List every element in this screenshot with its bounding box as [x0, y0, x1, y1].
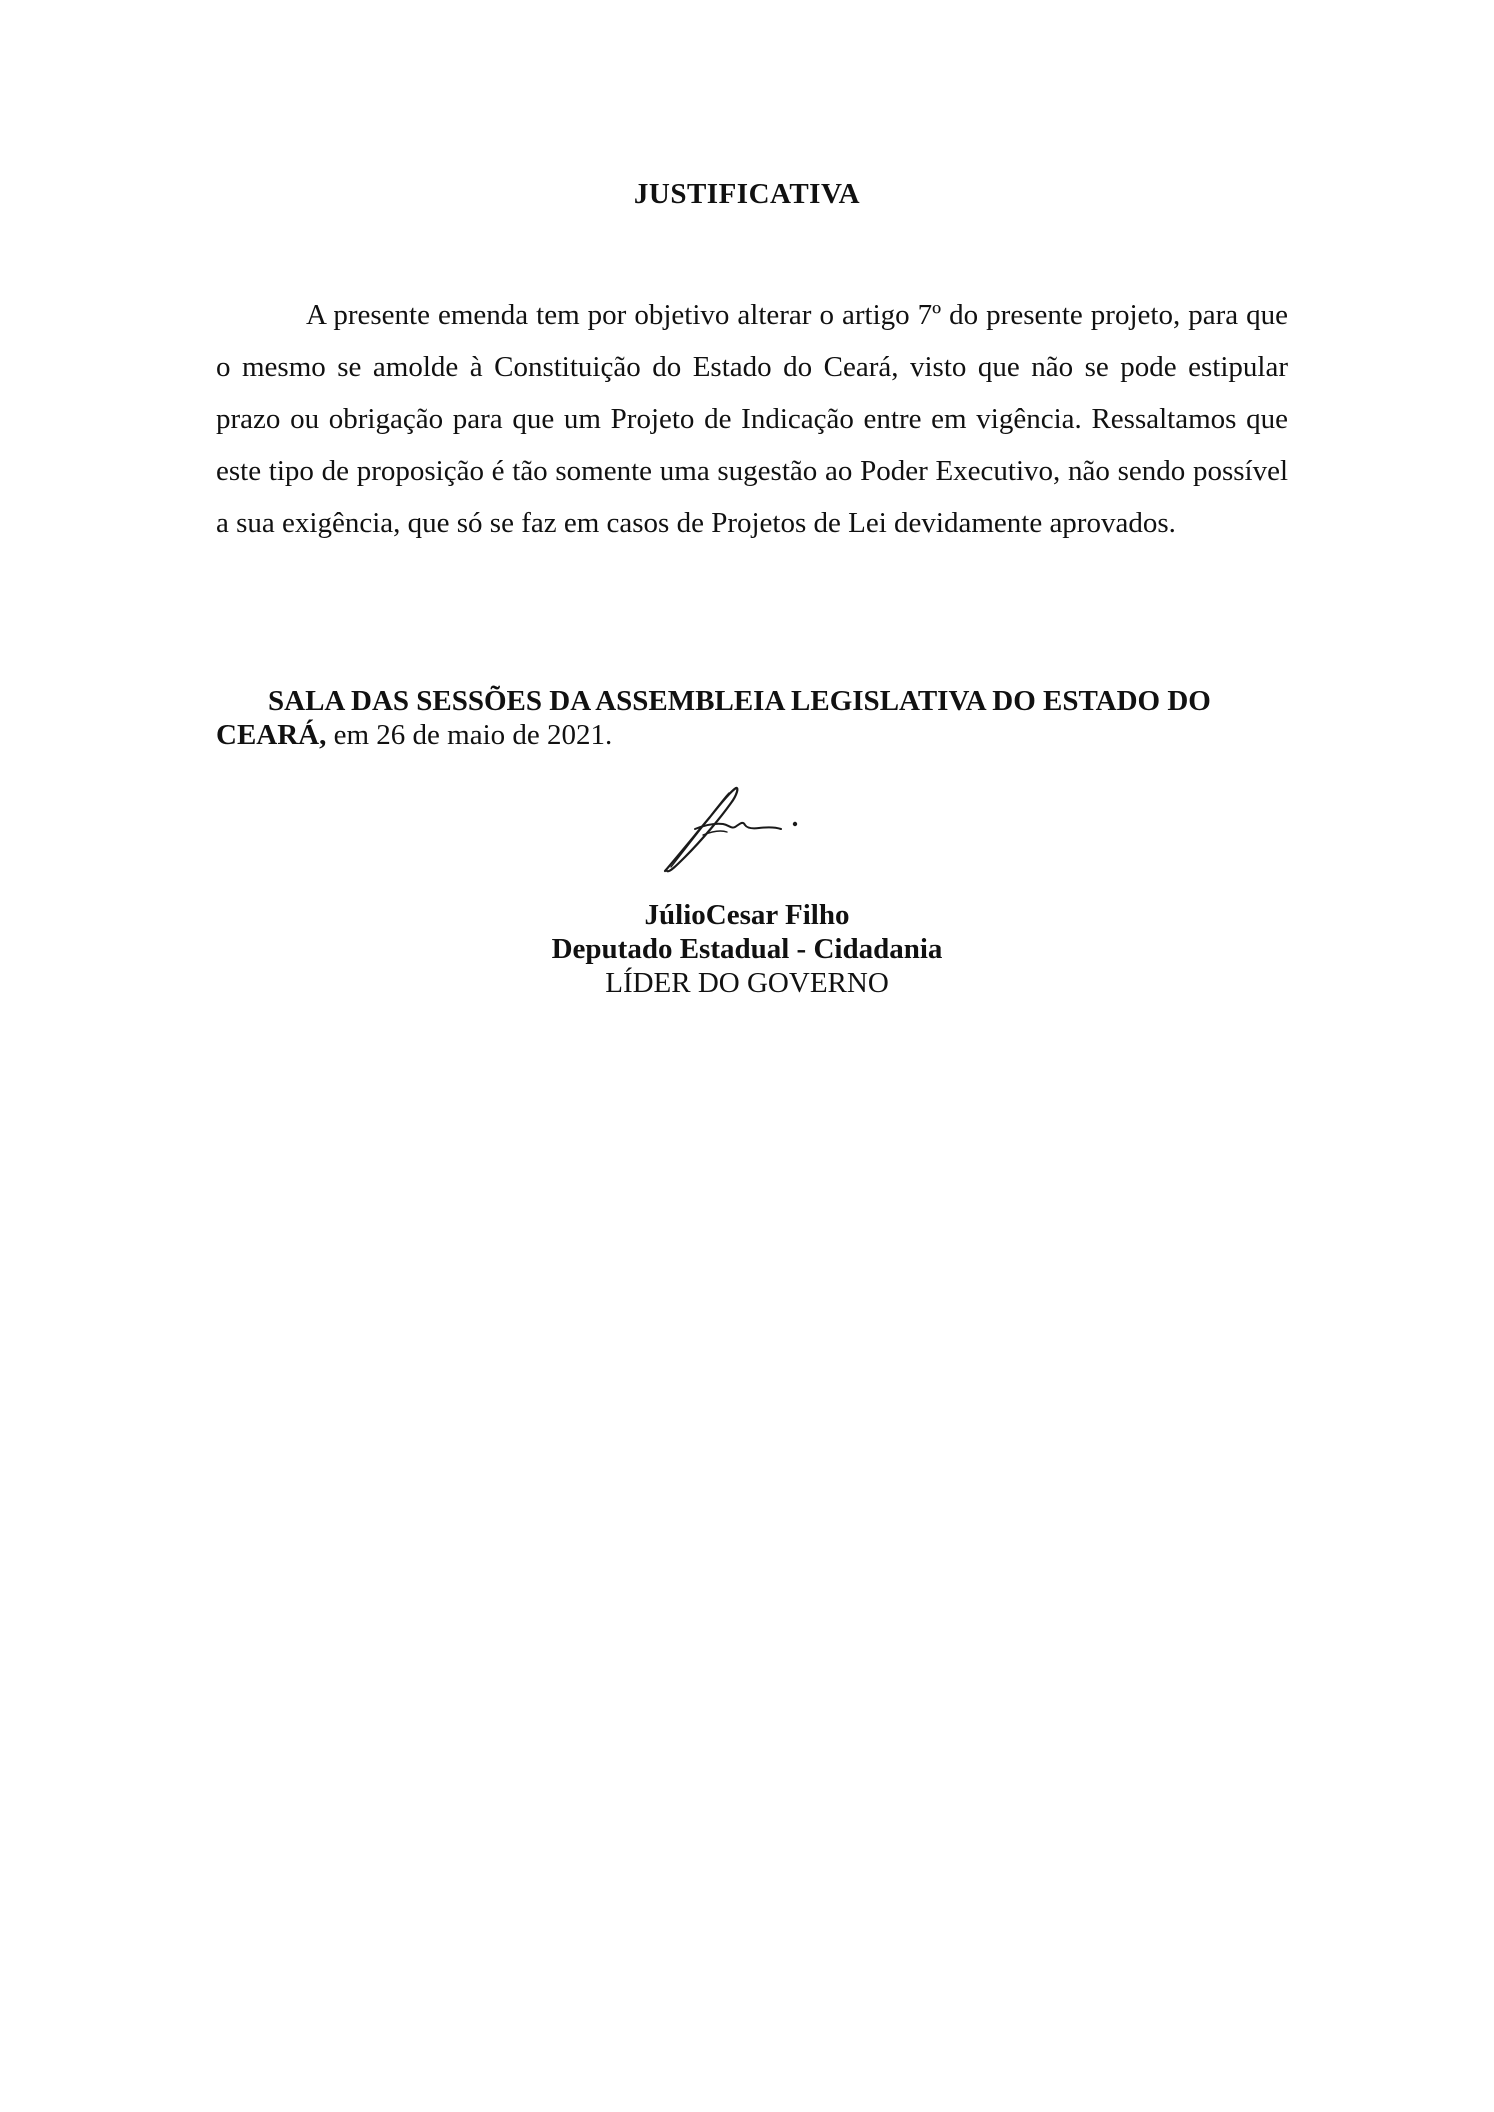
- signer-role: Deputado Estadual - Cidadania: [551, 933, 943, 965]
- justification-paragraph: A presente emenda tem por objetivo alterar o artigo 7º do presente projeto, para que o mesmo se amolde à Constituição do Estado do Ceará, visto que não se pode estipular prazo ou obrigação para que um Projeto de Indicação entre em vigência. Ressaltamos que este tipo de proposição é tão somente uma sugestão ao Poder Executivo, não sendo possível a sua exigência, que só se faz em casos de Projetos de Lei devidamente aprovados.: [216, 299, 1288, 539]
- handwritten-signature: [655, 783, 815, 879]
- session-location: SALA DAS SESSÕES DA ASSEMBLEIA LEGISLATIVA DO ESTADO DO CEARÁ,: [216, 685, 1211, 751]
- signer-name: JúlioCesar Filho: [644, 899, 850, 931]
- signer-block: [0, 898, 1494, 1000]
- document-title: JUSTIFICATIVA: [633, 178, 861, 210]
- session-date: em 26 de maio de 2021.: [326, 719, 613, 751]
- session-statement: [216, 684, 1288, 752]
- signer-position: LÍDER DO GOVERNO: [605, 967, 889, 999]
